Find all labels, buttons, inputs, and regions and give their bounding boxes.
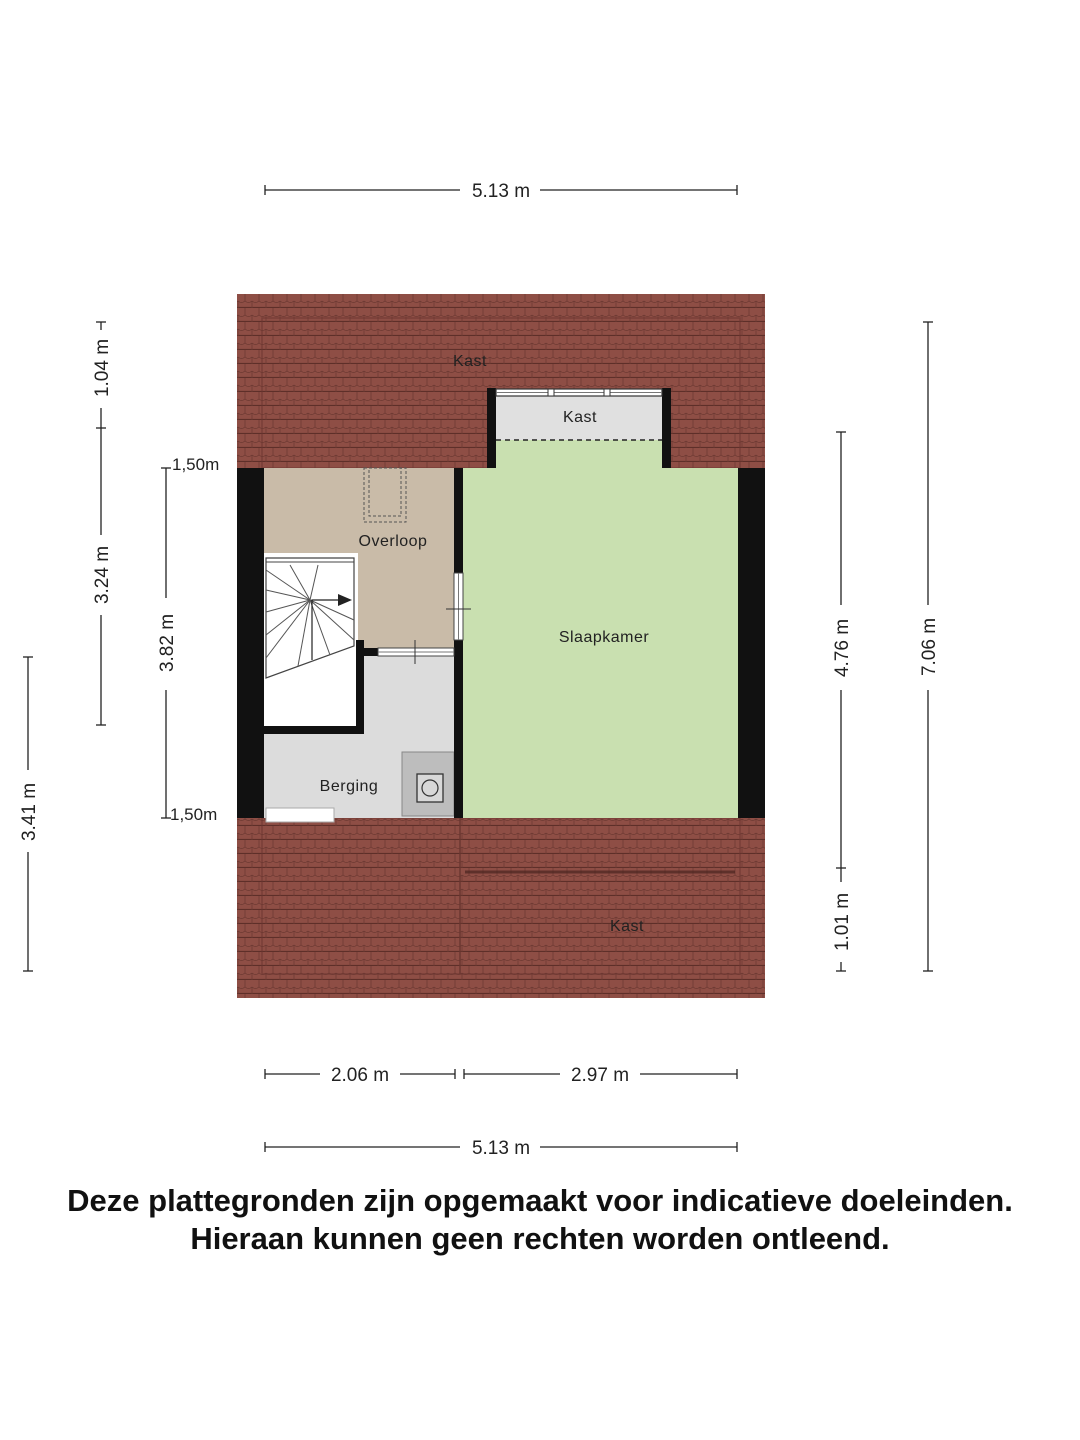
staircase xyxy=(264,553,358,734)
room-label-kast-bottom: Kast xyxy=(609,918,645,935)
dim-right-bottom-height: 1.01 m xyxy=(832,892,853,952)
dim-bottom-total-width: 5.13 m xyxy=(471,1138,531,1159)
dormer-window xyxy=(496,389,662,396)
boiler-icon xyxy=(402,752,454,816)
roof-bottom xyxy=(237,818,765,998)
dim-left-top-height: 1.04 m xyxy=(92,338,113,398)
dim-right-total-height: 7.06 m xyxy=(919,617,940,677)
room-label-overloop: Overloop xyxy=(358,533,428,550)
room-label-berging: Berging xyxy=(319,778,379,795)
dim-bottom-left-width: 2.06 m xyxy=(330,1065,390,1086)
dim-left-bottom-height: 3.41 m xyxy=(19,782,40,842)
disclaimer-line-1: Deze plattegronden zijn opgemaakt voor indicatieve doeleinden. xyxy=(67,1183,1013,1218)
dim-bottom-right-width: 2.97 m xyxy=(570,1065,630,1086)
roof-window xyxy=(266,808,334,822)
dim-top-width: 5.13 m xyxy=(471,181,531,202)
ceiling-height-bottom: 1,50m xyxy=(170,805,218,824)
dim-left-floor-height: 3.82 m xyxy=(157,613,178,673)
ceiling-height-top: 1,50m xyxy=(172,455,220,474)
dim-left-mid-height: 3.24 m xyxy=(92,545,113,605)
dim-right-room-height: 4.76 m xyxy=(832,618,853,678)
dormer xyxy=(487,388,671,468)
room-label-kast-dormer: Kast xyxy=(562,409,598,426)
disclaimer-line-2: Hieraan kunnen geen rechten worden ontleend. xyxy=(190,1221,890,1256)
room-label-slaapkamer: Slaapkamer xyxy=(558,629,650,646)
room-label-kast-top: Kast xyxy=(452,353,488,370)
